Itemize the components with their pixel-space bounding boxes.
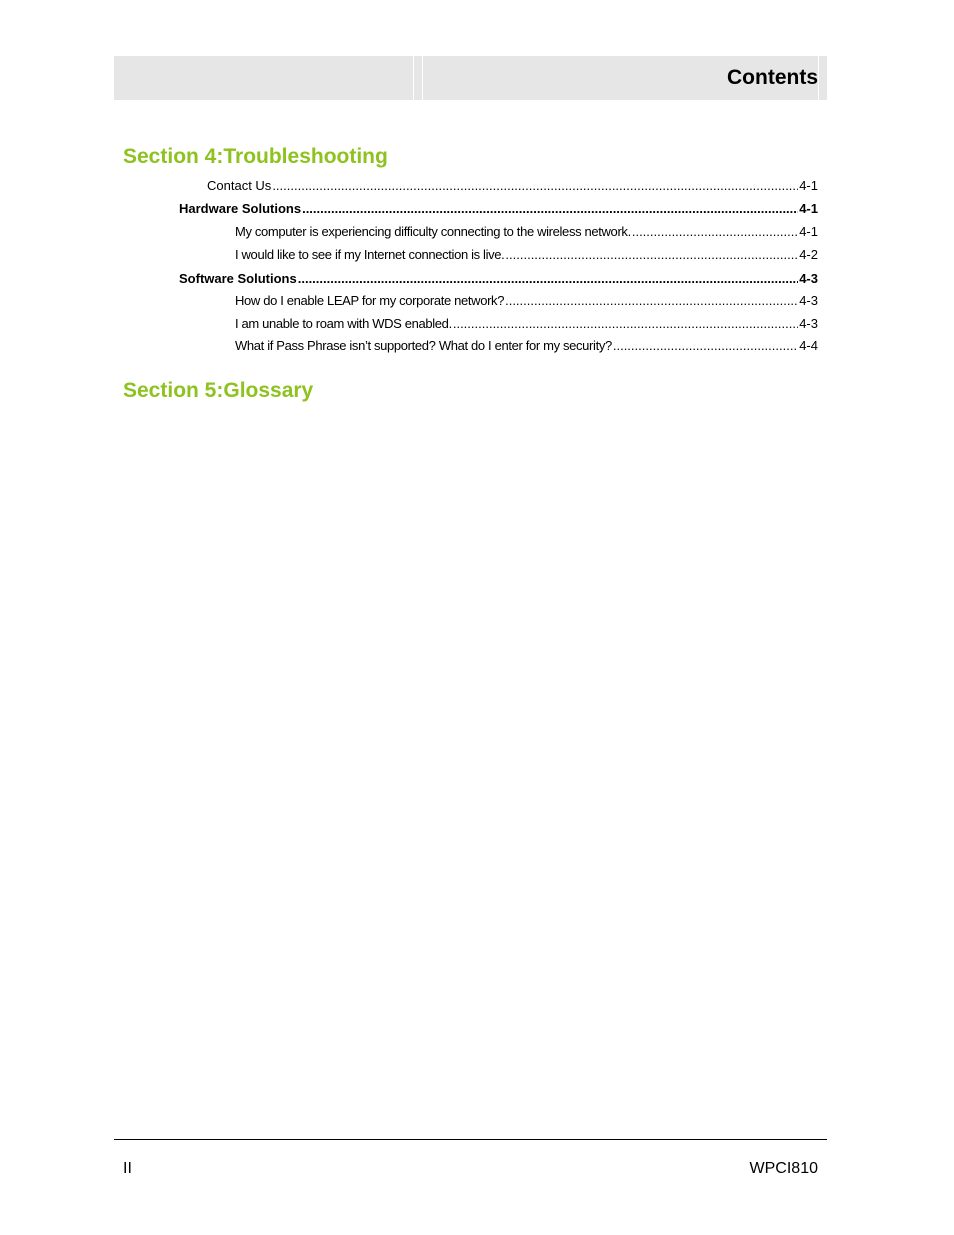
header-bar <box>114 56 827 100</box>
section-heading-glossary: Section 5:Glossary <box>123 379 314 402</box>
header-divider-right <box>818 56 819 100</box>
footer-product-name: WPCI810 <box>749 1160 818 1177</box>
header-divider <box>413 56 423 100</box>
toc-entry-label: My computer is experiencing difficulty connecting to the wireless network. <box>235 224 631 239</box>
toc-leader-dots <box>302 200 798 218</box>
toc-entry-page: 4-2 <box>799 247 818 262</box>
toc-leader-dots <box>272 177 798 195</box>
toc-entry-internet-live[interactable] <box>235 246 818 264</box>
toc-entry-label: I am unable to roam with WDS enabled. <box>235 316 452 331</box>
toc-entry-page: 4-4 <box>799 338 818 353</box>
toc-entry-enable-leap[interactable] <box>235 292 818 310</box>
toc-entry-label: Hardware Solutions <box>179 201 302 216</box>
footer-page-number: II <box>123 1160 132 1177</box>
toc-leader-dots <box>632 223 798 241</box>
toc-leader-dots <box>505 246 798 264</box>
footer-rule <box>114 1139 827 1140</box>
toc-entry-roam-wds[interactable] <box>235 315 818 333</box>
section-heading-troubleshooting: Section 4:Troubleshooting <box>123 145 388 168</box>
toc-entry-software-solutions[interactable] <box>179 270 818 288</box>
toc-entry-label: What if Pass Phrase isn’t supported? What do I enter for my security? <box>235 338 612 353</box>
toc-leader-dots <box>453 315 798 333</box>
toc-entry-pass-phrase[interactable] <box>235 337 818 355</box>
page-title: Contents <box>727 66 818 89</box>
toc-entry-page: 4-1 <box>799 224 818 239</box>
toc-entry-label: Contact Us <box>207 178 272 193</box>
toc-entry-page: 4-1 <box>799 178 818 193</box>
toc-entry-page: 4-3 <box>799 271 818 286</box>
toc-entry-page: 4-3 <box>799 293 818 308</box>
toc-leader-dots <box>505 292 798 310</box>
toc-entry-page: 4-1 <box>799 201 818 216</box>
toc-leader-dots <box>613 337 798 355</box>
toc-entry-contact-us[interactable] <box>207 177 818 195</box>
toc-leader-dots <box>298 270 798 288</box>
toc-entry-label: I would like to see if my Internet connection is live. <box>235 247 505 262</box>
toc-entry-difficulty-connecting[interactable] <box>235 223 818 241</box>
toc-entry-hardware-solutions[interactable] <box>179 200 818 218</box>
toc-entry-label: How do I enable LEAP for my corporate network? <box>235 293 505 308</box>
toc-entry-page: 4-3 <box>799 316 818 331</box>
toc-entry-label: Software Solutions <box>179 271 297 286</box>
